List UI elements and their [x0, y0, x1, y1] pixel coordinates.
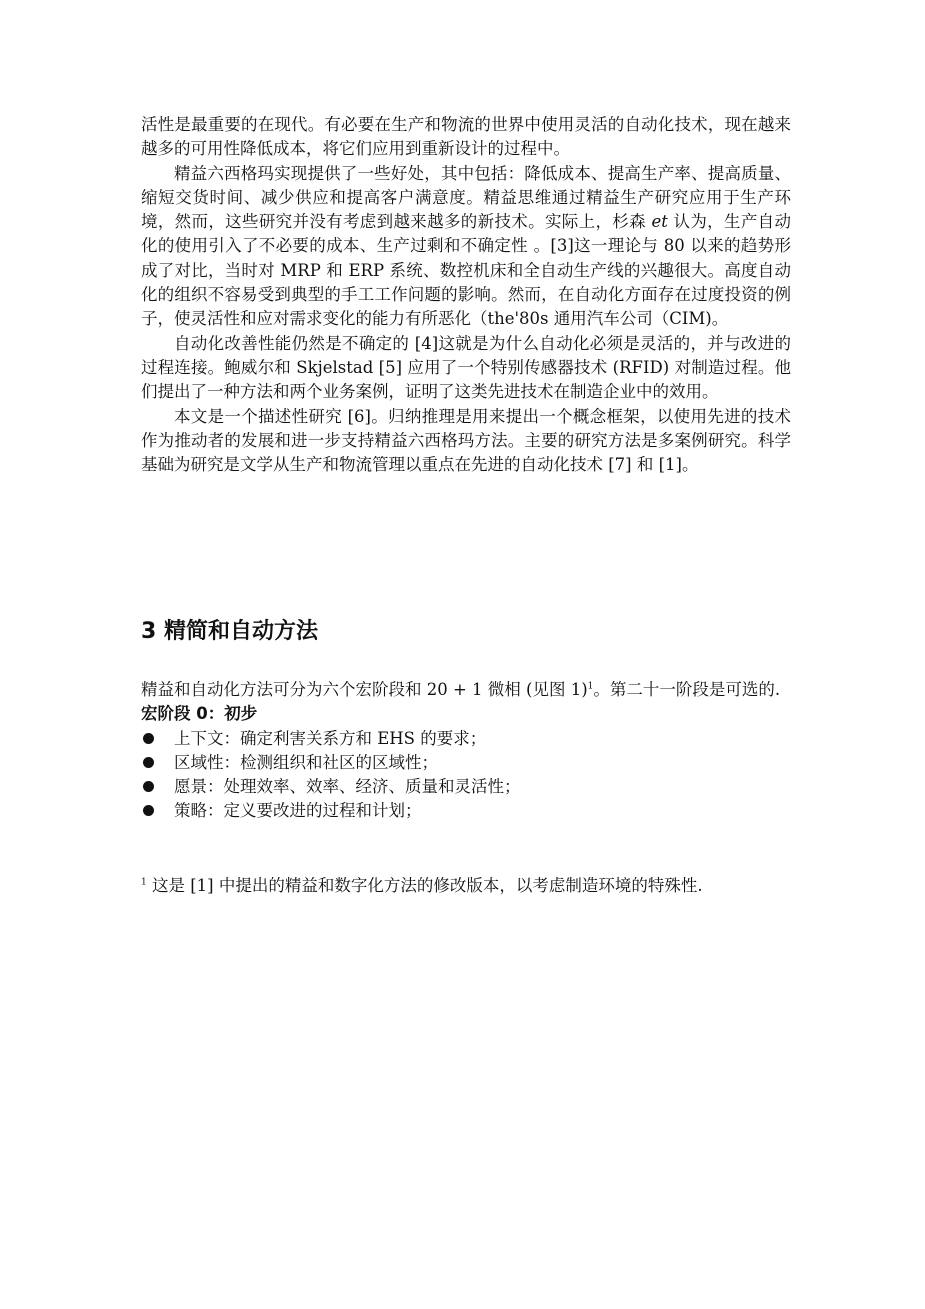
paragraph-4: 本文是一个描述性研究 [6]。归纳推理是用来提出一个概念框架，以使用先进的技术作为推动者的发展和进一步支持精益六西格玛方法。主要的研究方法是多案例研究。科学基础为研究是文学从生产和物流管理以重点在先进的自动化技术 [7] 和 [1]。 [141, 406, 791, 475]
bullet-icon [143, 781, 154, 792]
section-intro-text-cont: 。第二十一阶段是可选的. [593, 680, 781, 699]
bullet-icon [143, 757, 154, 768]
footnote-content: 这是 [1] 中提出的精益和数字化方法的修改版本，以考虑制造环境的特殊性. [151, 876, 703, 895]
paragraph-2-text-cont: 认为，生产自动化的使用引入了不必要的成本、生产过剩和不确定性 。[3]这一理论与 80 以来的趋势形成了对比，当时对 MRP 和 ERP 系统、数控机床和全自动生产线的兴趣很大。高度自动化的组织不容易受到典型的手工工作问题的影响。然而，在自动化方面存在过度投资的例子，使灵活性和应对需求变化的能力有所恶化（the'80s 通用汽车公司（CIM)。 [141, 212, 792, 329]
list-item [141, 775, 791, 799]
list-item [141, 799, 791, 823]
paragraph-2-text: 精益六西格玛实现提供了一些好处，其中包括：降低成本、提高生产率、提高质量、缩短交货时间、减少供应和提高客户满意度。精益思维通过精益生产研究应用于生产环境，然而，这些研究并没有考虑到越来越多的新技术。实际上，杉森 [141, 163, 791, 232]
macro-phase-heading: 宏阶段 0：初步 [141, 704, 258, 724]
list-item-text: 上下文：确定利害关系方和 EHS 的要求； [174, 728, 487, 748]
list-item-text: 策略：定义要改进的过程和计划； [174, 801, 422, 821]
section-body [141, 678, 791, 824]
footnote-marker: 1 [141, 877, 147, 888]
footnote [141, 874, 791, 898]
section-intro [141, 678, 791, 702]
bullet-list [141, 727, 791, 824]
list-item-text: 愿景：处理效率、效率、经济、质量和灵活性； [174, 777, 521, 797]
list-item-text: 区域性：检测组织和社区的区域性； [174, 752, 438, 772]
bullet-icon [143, 733, 154, 744]
paragraph-1: 活性是最重要的在现代。有必要在生产和物流的世界中使用灵活的自动化技术，现在越来越多的可用性降低成本，将它们应用到重新设计的过程中。 [141, 115, 791, 159]
section-title: 3 精简和自动方法 [141, 619, 318, 644]
list-item [141, 751, 791, 775]
italic-term: et [651, 212, 668, 232]
list-item [141, 727, 791, 751]
footnote-ref: 1 [587, 681, 594, 692]
section-intro-text: 精益和自动化方法可分为六个宏阶段和 20 + 1 微相 (见图 1) [141, 680, 588, 699]
bullet-icon [143, 805, 154, 816]
body-text [141, 113, 791, 477]
footnote-text [141, 874, 791, 898]
paragraph-3: 自动化改善性能仍然是不确定的 [4]这就是为什么自动化必须是灵活的，并与改进的过程连接。鲍威尔和 Skjelstad [5] 应用了一个特别传感器技术 (RFID) 对制造过程。他们提出了一种方法和两个业务案例，证明了这类先进技术在制造企业中的效用。 [141, 333, 791, 402]
paragraph-2 [141, 162, 791, 332]
